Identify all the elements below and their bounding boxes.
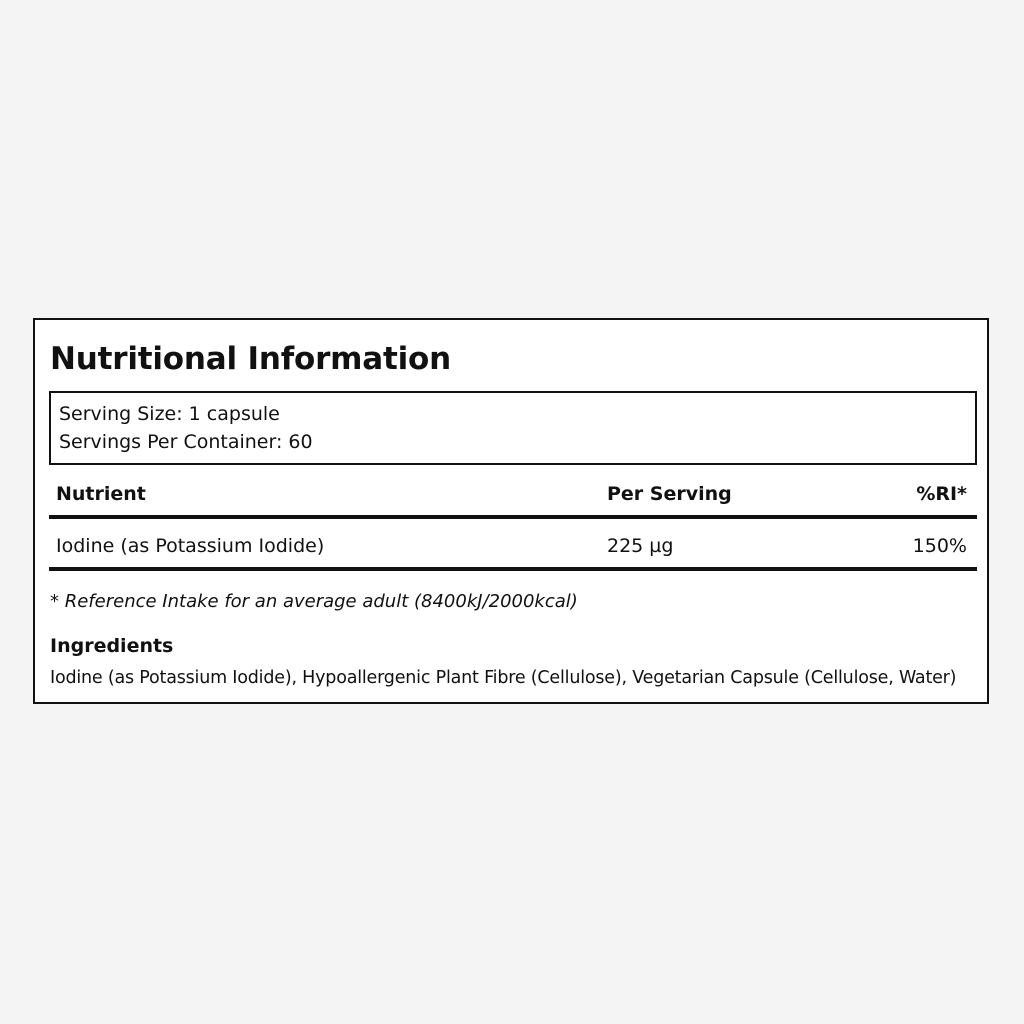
nutrient-column-header: Nutrient bbox=[56, 483, 146, 505]
reference-intake-footnote: * Reference Intake for an average adult (8400kJ/2000kcal) bbox=[50, 591, 578, 612]
per-serving-column-header: Per Serving bbox=[607, 483, 732, 505]
serving-info-box bbox=[49, 391, 977, 465]
ri-column-header: %RI* bbox=[916, 483, 967, 505]
nutrient-name: Iodine (as Potassium Iodide) bbox=[56, 535, 325, 557]
serving-size: Serving Size: 1 capsule bbox=[59, 403, 280, 425]
nutrient-ri: 150% bbox=[912, 535, 967, 557]
servings-per-container: Servings Per Container: 60 bbox=[59, 431, 313, 453]
nutrient-per-serving: 225 µg bbox=[607, 535, 674, 557]
ingredients-list: Iodine (as Potassium Iodide), Hypoallergenic Plant Fibre (Cellulose), Vegetarian Capsule (Cellulose, Water) bbox=[50, 668, 957, 688]
label-title: Nutritional Information bbox=[50, 341, 452, 377]
table-bottom-divider bbox=[49, 567, 977, 571]
ingredients-heading: Ingredients bbox=[50, 635, 174, 657]
nutrition-label-panel bbox=[33, 318, 989, 704]
table-header-divider bbox=[49, 515, 977, 519]
